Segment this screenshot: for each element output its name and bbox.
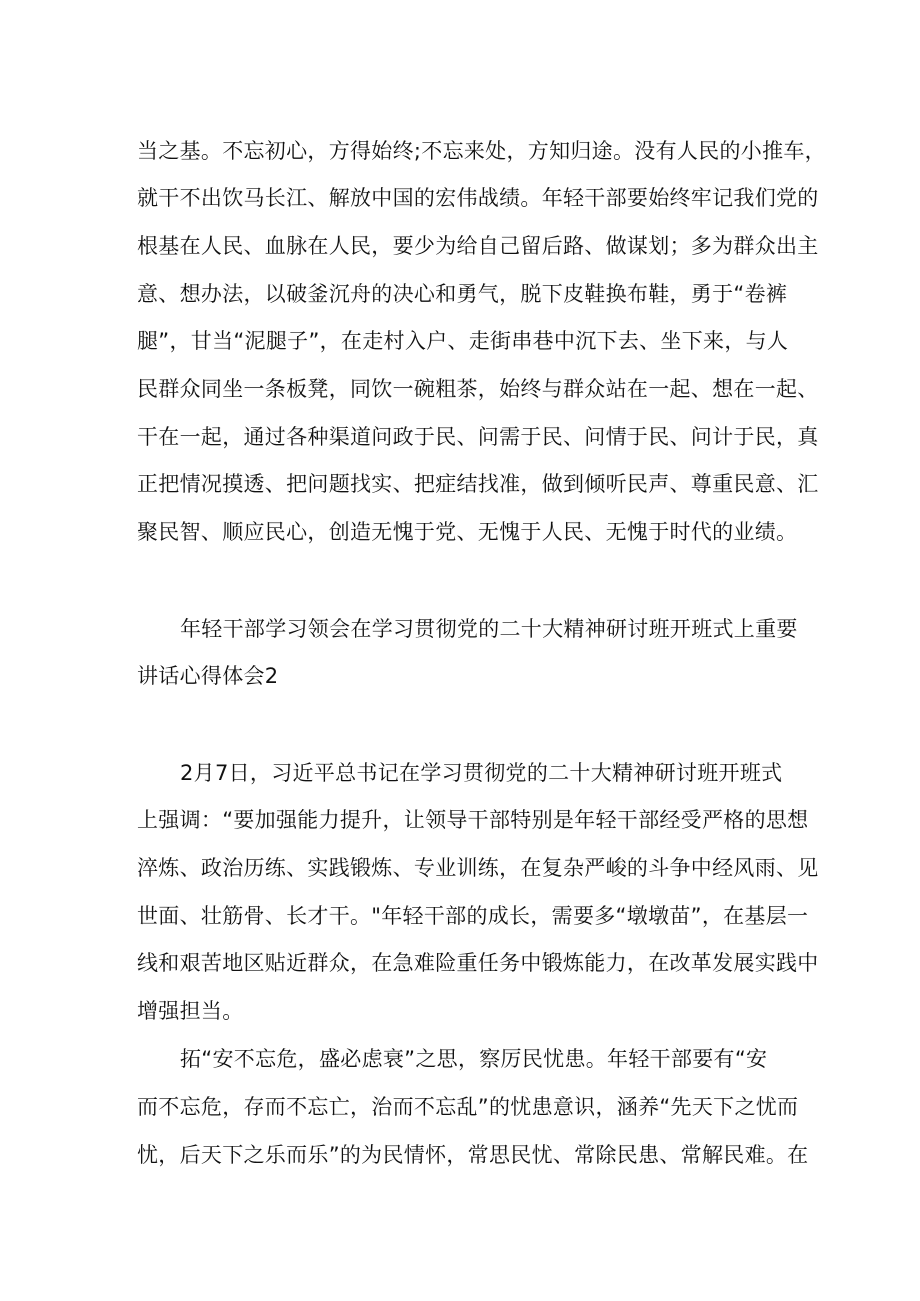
text-line: 而不忘危，存而不忘亡，治而不忘乱”的忧患意识，涵养“先天下之忧而: [137, 1095, 799, 1119]
text-line: 当之基。不忘初心，方得始终;不忘来处，方知归途。没有人民的小推车，: [137, 139, 826, 163]
text-line: 意、想办法，以破釜沉舟的决心和勇气，脱下皮鞋换布鞋，勇于“卷裤: [137, 282, 788, 306]
heading-line: 年轻干部学习领会在学习贯彻党的二十大精神研讨班开班式上重要: [180, 617, 798, 641]
text-line: 增强担当。: [137, 999, 244, 1023]
text-line: 正把情况摸透、把问题找实、把症结找准，做到倾听民声、尊重民意、汇: [137, 472, 819, 496]
text-line: 就干不出饮马长江、解放中国的宏伟战绩。年轻干部要始终牢记我们党的: [137, 186, 819, 210]
text-line: 拓“安不忘危，盛必虑衰”之思，察厉民忧患。年轻干部要有“安: [180, 1047, 768, 1071]
text-line: 线和艰苦地区贴近群众，在急难险重任务中锻炼能力，在改革发展实践中: [137, 951, 819, 975]
text-line: 干在一起，通过各种渠道问政于民、问需于民、问情于民、问计于民，真: [137, 425, 819, 449]
text-line: 聚民智、顺应民心，创造无愧于党、无愧于人民、无愧于时代的业绩。: [137, 520, 798, 544]
heading-line: 讲话心得体会2: [137, 664, 279, 688]
text-line: 上强调：“要加强能力提升，让领导干部特别是年轻干部经受严格的思想: [137, 808, 809, 832]
text-line: 民群众同坐一条板凳，同饮一碗粗茶，始终与群众站在一起、想在一起、: [137, 377, 819, 401]
text-line: 世面、壮筋骨、长才干。"年轻干部的成长，需要多“墩墩苗”，在基层一: [137, 904, 809, 928]
text-line: 根基在人民、血脉在人民，要少为给自己留后路、做谋划；多为群众出主: [137, 234, 819, 258]
text-line: 腿”，甘当“泥腿子”，在走村入户、走街串巷中沉下去、坐下来，与人: [137, 329, 789, 353]
text-line: 忧，后天下之乐而乐”的为民情怀，常思民忧、常除民患、常解民难。在: [137, 1143, 809, 1167]
text-line: 2月7日，习近平总书记在学习贯彻党的二十大精神研讨班开班式: [180, 761, 783, 785]
text-line: 淬炼、政治历练、实践锻炼、专业训练，在复杂严峻的斗争中经风雨、见: [137, 856, 819, 880]
